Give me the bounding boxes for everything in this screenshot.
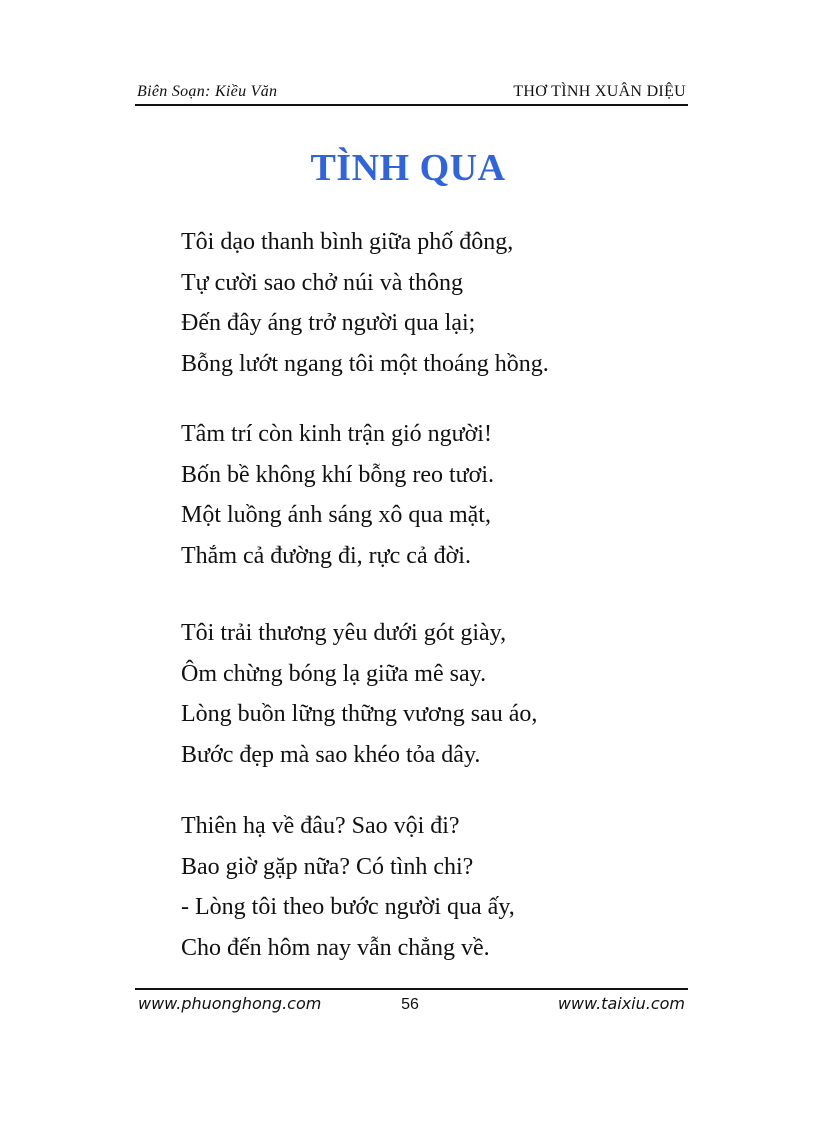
- poem-line: Thắm cả đường đi, rực cả đời.: [181, 542, 471, 569]
- page-number: 56: [401, 996, 419, 1013]
- poem-line: Bao giờ gặp nữa? Có tình chi?: [181, 853, 474, 880]
- poem-line: Tôi trải thương yêu dưới gót giày,: [181, 620, 507, 646]
- footer-website-left[interactable]: www.phuonghong.com: [138, 994, 322, 1013]
- stanza-spacer: [181, 775, 549, 806]
- footer-divider: [135, 988, 688, 990]
- poem-line: Lòng buồn lững thững vương sau áo,: [181, 701, 538, 727]
- poem-line: Thiên hạ về đâu? Sao vội đi?: [181, 813, 460, 839]
- poem-line: Cho đến hôm nay vẫn chẳng về.: [181, 934, 490, 961]
- poem-body: [181, 222, 549, 968]
- page-header: [135, 80, 688, 106]
- poem-line: - Lòng tôi theo bước người qua ấy,: [181, 894, 515, 920]
- stanza-3: [181, 613, 549, 775]
- stanza-4: [181, 806, 549, 968]
- poem-line: Ôm chừng bóng lạ giữa mê say.: [181, 660, 487, 687]
- poem-line: Bước đẹp mà sao khéo tỏa dây.: [181, 741, 481, 768]
- footer-website-right[interactable]: www.taixiu.com: [557, 994, 685, 1013]
- poem-line: Tự cười sao chở núi và thông: [181, 269, 464, 296]
- poem-line: Tôi dạo thanh bình giữa phố đông,: [181, 229, 514, 255]
- stanza-spacer: [181, 576, 549, 613]
- poem-line: Một luồng ánh sáng xô qua mặt,: [181, 502, 491, 528]
- stanza-1: [181, 222, 549, 384]
- header-book-title: THƠ TÌNH XUÂN DIỆU: [513, 83, 686, 100]
- poem-line: Đến đây áng trở người qua lại;: [181, 310, 476, 336]
- poem-line: Bỗng lướt ngang tôi một thoáng hồng.: [181, 350, 549, 377]
- header-author: Biên Soạn: Kiều Văn: [137, 83, 278, 100]
- stanza-spacer: [181, 384, 549, 414]
- stanza-2: [181, 414, 549, 576]
- poem-title: TÌNH QUA: [310, 147, 506, 189]
- poem-line: Bốn bề không khí bỗng reo tươi.: [181, 461, 495, 488]
- poem-line: Tâm trí còn kinh trận gió người!: [181, 421, 492, 447]
